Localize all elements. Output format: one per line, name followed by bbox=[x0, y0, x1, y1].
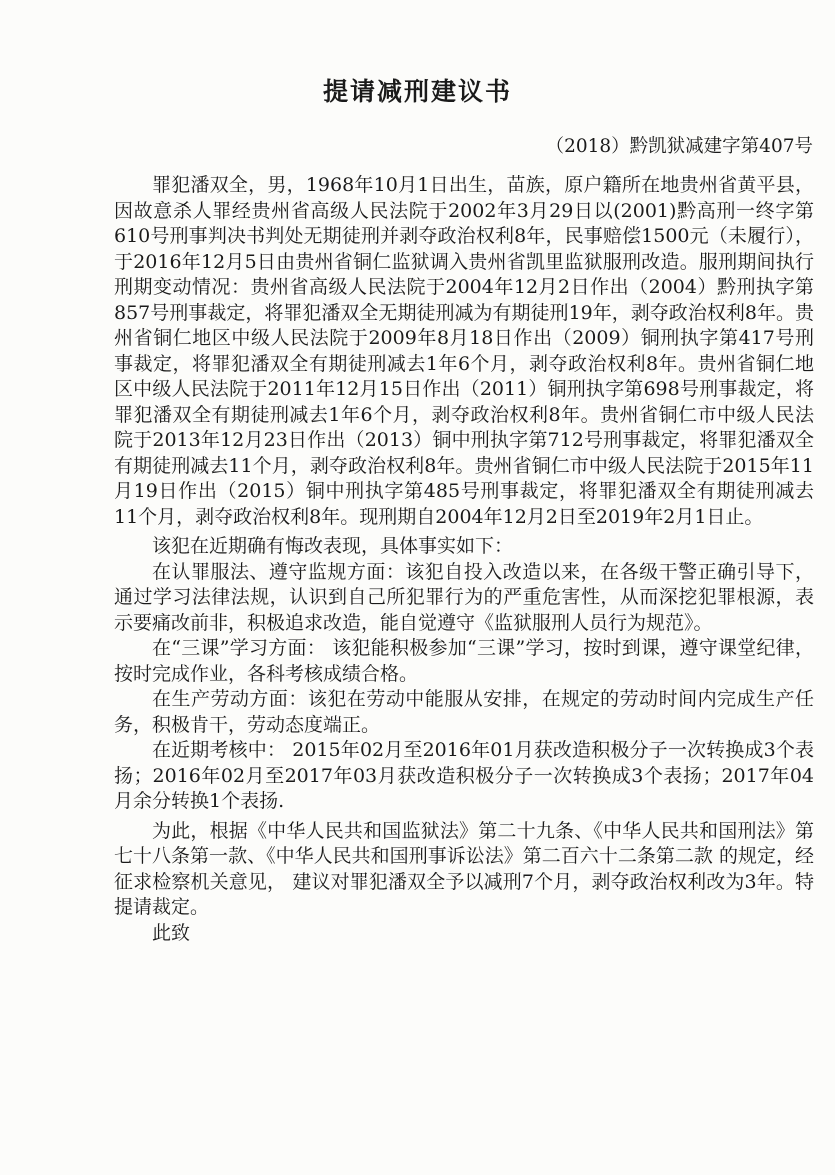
paragraph-study: 在“三课”学习方面： 该犯能积极参加“三课”学习，按时到课，遵守课堂纪律，按时完成作业，各科考核成绩合格。 bbox=[114, 637, 814, 685]
document-number: （2018）黔凯狱减建字第407号 bbox=[545, 136, 813, 157]
paragraph-repentance-intro: 该犯在近期确有悔改表现，具体事实如下： bbox=[152, 535, 514, 557]
paragraph-law-compliance: 在认罪服法、遵守监规方面：该犯自投入改造以来，在各级干警正确引导下，通过学习法律法规，认识到自己所犯罪行为的严重危害性，从而深挖犯罪根源，表示要痛改前非，积极追求改造，能自觉遵守《监狱服刑人员行为规范》。 bbox=[114, 560, 814, 634]
paragraph-assessment: 在近期考核中： 2015年02月至2016年01月获改造积极分子一次转换成3个表扬；2016年02月至2017年03月获改造积极分子一次转换成3个表扬；2017年04月余分转换1个表扬. bbox=[114, 739, 814, 812]
paragraph-labor: 在生产劳动方面：该犯在劳动中能服从安排，在规定的劳动时间内完成生产任务，积极肯干，劳动态度端正。 bbox=[114, 688, 814, 736]
paragraph-recommendation: 为此，根据《中华人民共和国监狱法》第二十九条、《中华人民共和国刑法》第七十八条第一款、《中华人民共和国刑事诉讼法》第二百六十二条第二款 的规定，经征求检察机关意见， 建议对罪犯潘双全予以减刑7个月，剥夺政治权利改为3年。特提请裁定。 bbox=[114, 819, 814, 918]
paragraph-closing: 此致 bbox=[152, 921, 191, 944]
paragraph-criminal-record: 罪犯潘双全，男，1968年10月1日出生，苗族，原户籍所在地贵州省黄平县，因故意杀人罪经贵州省高级人民法院于2002年3月29日以(2001)黔高刑一终字第610号刑事判决书判处无期徒刑并剥夺政治权利8年，民事赔偿1500元（未履行），于2016年12月5日由贵州省铜仁监狱调入贵州省凯里监狱服刑改造。服刑期间执行刑期变动情况：贵州省高级人民法院于2004年12月2日作出（2004）黔刑执字第857号刑事裁定，将罪犯潘双全无期徒刑减为有期徒刑19年，剥夺政治权利8年。贵州省铜仁地区中级人民法院于2009年8月18日作出（2009）铜刑执字第417号刑事裁定，将罪犯潘双全有期徒刑减去1年6个月，剥夺政治权利8年。贵州省铜仁地区中级人民法院于2011年12月15日作出（2011）铜刑执字第698号刑事裁定，将罪犯潘双全有期徒刑减去1年6个月，剥夺政治权利8年。贵州省铜仁市中级人民法院于2013年12月23日作出（2013）铜中刑执字第712号刑事裁定，将罪犯潘双全有期徒刑减去11个月，剥夺政治权利8年。贵州省铜仁市中级人民法院于2015年11月19日作出（2015）铜中刑执字第485号刑事裁定，将罪犯潘双全有期徒刑减去11个月，剥夺政治权利8年。现刑期自2004年12月2日至2019年2月1日止。 bbox=[114, 174, 814, 528]
document-title: 提请减刑建议书 bbox=[322, 77, 512, 106]
document-body bbox=[114, 173, 814, 946]
